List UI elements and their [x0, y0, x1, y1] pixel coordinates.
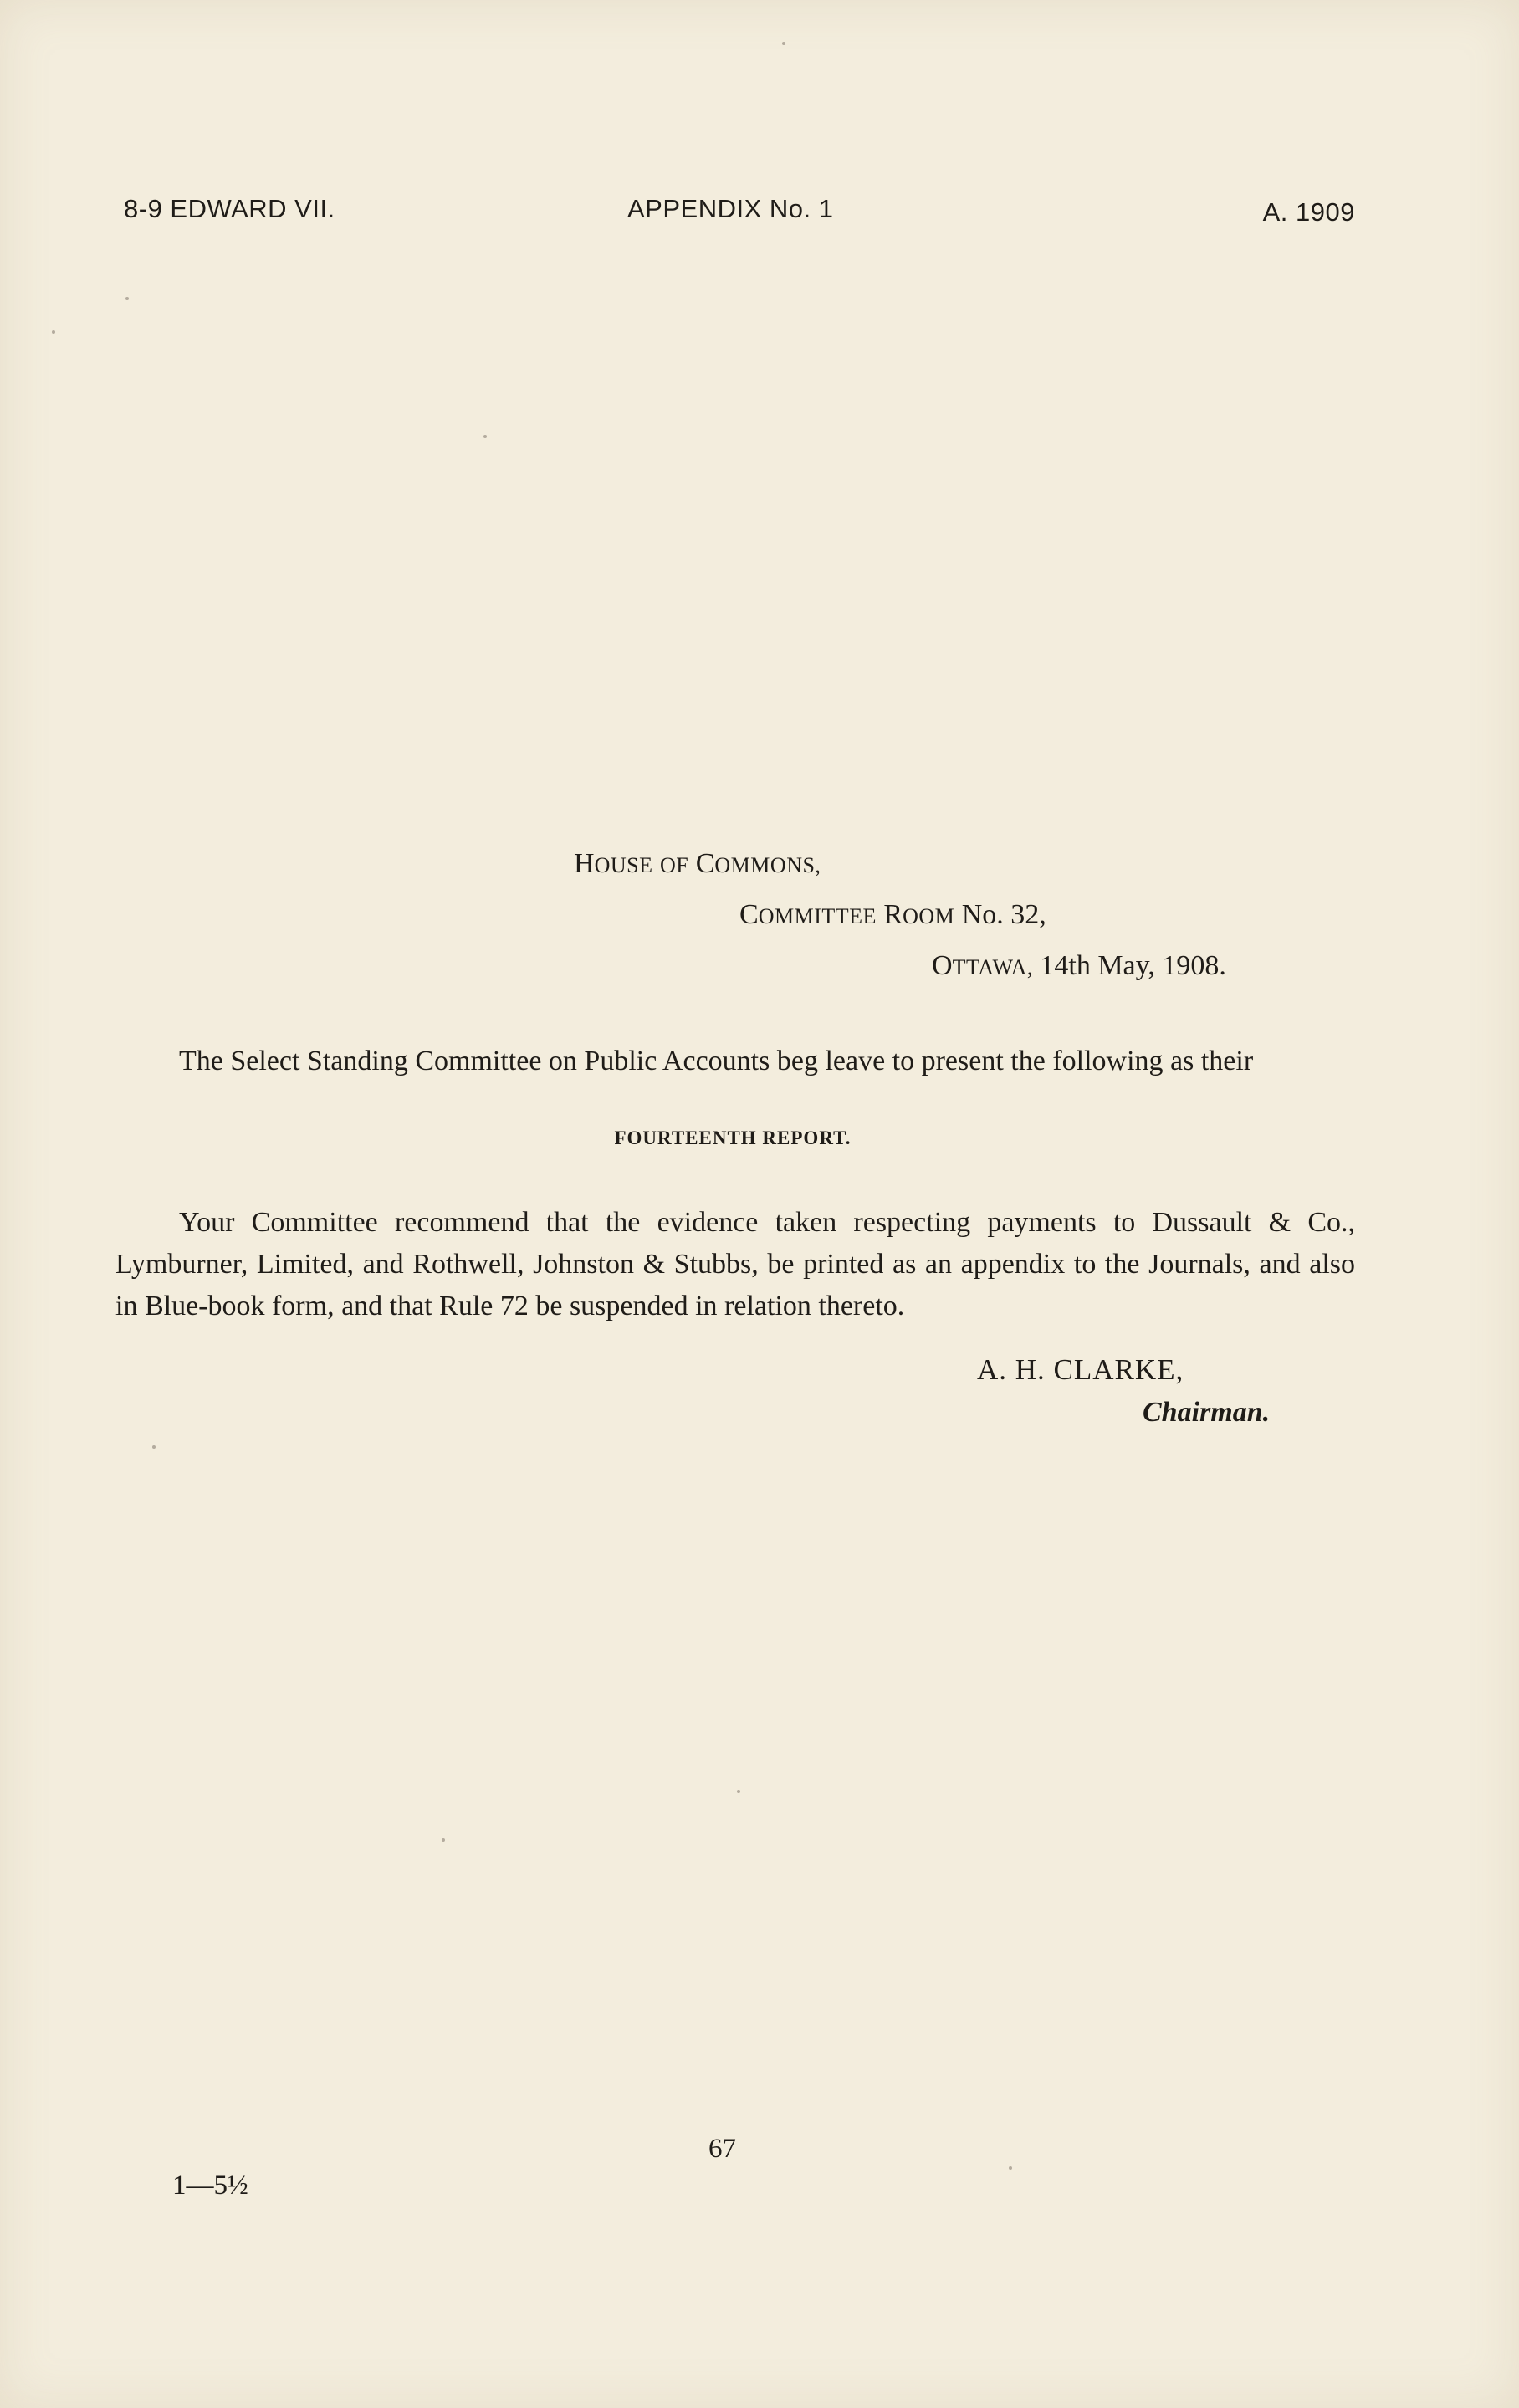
- address-house-of-commons: [574, 848, 821, 880]
- address-smallcap-rest: OUSE: [594, 853, 653, 877]
- address-smallcap-rest: OOM: [903, 904, 955, 928]
- printer-signature-mark: 1—5½: [172, 2170, 248, 2201]
- paper-speck: [483, 435, 487, 438]
- paper-speck: [152, 1445, 156, 1449]
- running-header: [124, 189, 1355, 239]
- address-room-number: No. 32,: [961, 899, 1046, 930]
- address-smallcap-initial: C: [739, 899, 759, 930]
- signatory-title: Chairman.: [1143, 1397, 1271, 1428]
- header-regnal-year: 8-9 EDWARD VII.: [124, 194, 335, 223]
- header-year: A. 1909: [1262, 197, 1355, 227]
- address-smallcap-initial: O: [932, 950, 953, 981]
- header-appendix-label: APPENDIX No. 1: [627, 194, 834, 223]
- page-number: 67: [708, 2134, 736, 2164]
- signatory-name: A. H. CLARKE,: [977, 1353, 1184, 1386]
- paper-speck: [442, 1838, 445, 1842]
- address-smallcap-initial: C: [695, 848, 715, 879]
- paper-speck: [737, 1790, 740, 1793]
- report-body-paragraph: Your Committee recommend that the evidence taken respecting payments to Dussault & Co., Lymburner, Limited, and Rothwell, Johnston & Stubbs, be printed as an appendix to the Journals, and also in Blue-book form, and that Rule 72 be suspended in relation thereto.: [115, 1207, 1355, 1322]
- paper-speck: [125, 297, 129, 300]
- address-smallcap-rest: OMMONS,: [714, 853, 821, 877]
- address-date: 14th May, 1908.: [1040, 950, 1226, 981]
- address-smallcap-initial: R: [883, 899, 903, 930]
- intro-paragraph: The Select Standing Committee on Public Accounts beg leave to present the following as their: [179, 1046, 1254, 1076]
- report-heading: FOURTEENTH REPORT.: [614, 1127, 852, 1148]
- paper-speck: [52, 330, 55, 334]
- paper-speck: [1009, 2166, 1012, 2170]
- address-smallcap-rest: OMMITTEE: [758, 904, 877, 928]
- address-place-date: [932, 950, 1226, 982]
- address-smallcap-rest: TTAWA,: [952, 955, 1033, 979]
- address-smallcap-word: OF: [659, 853, 689, 877]
- address-committee-room: [739, 899, 1046, 931]
- paper-speck: [782, 42, 785, 45]
- address-smallcap-initial: H: [574, 848, 595, 879]
